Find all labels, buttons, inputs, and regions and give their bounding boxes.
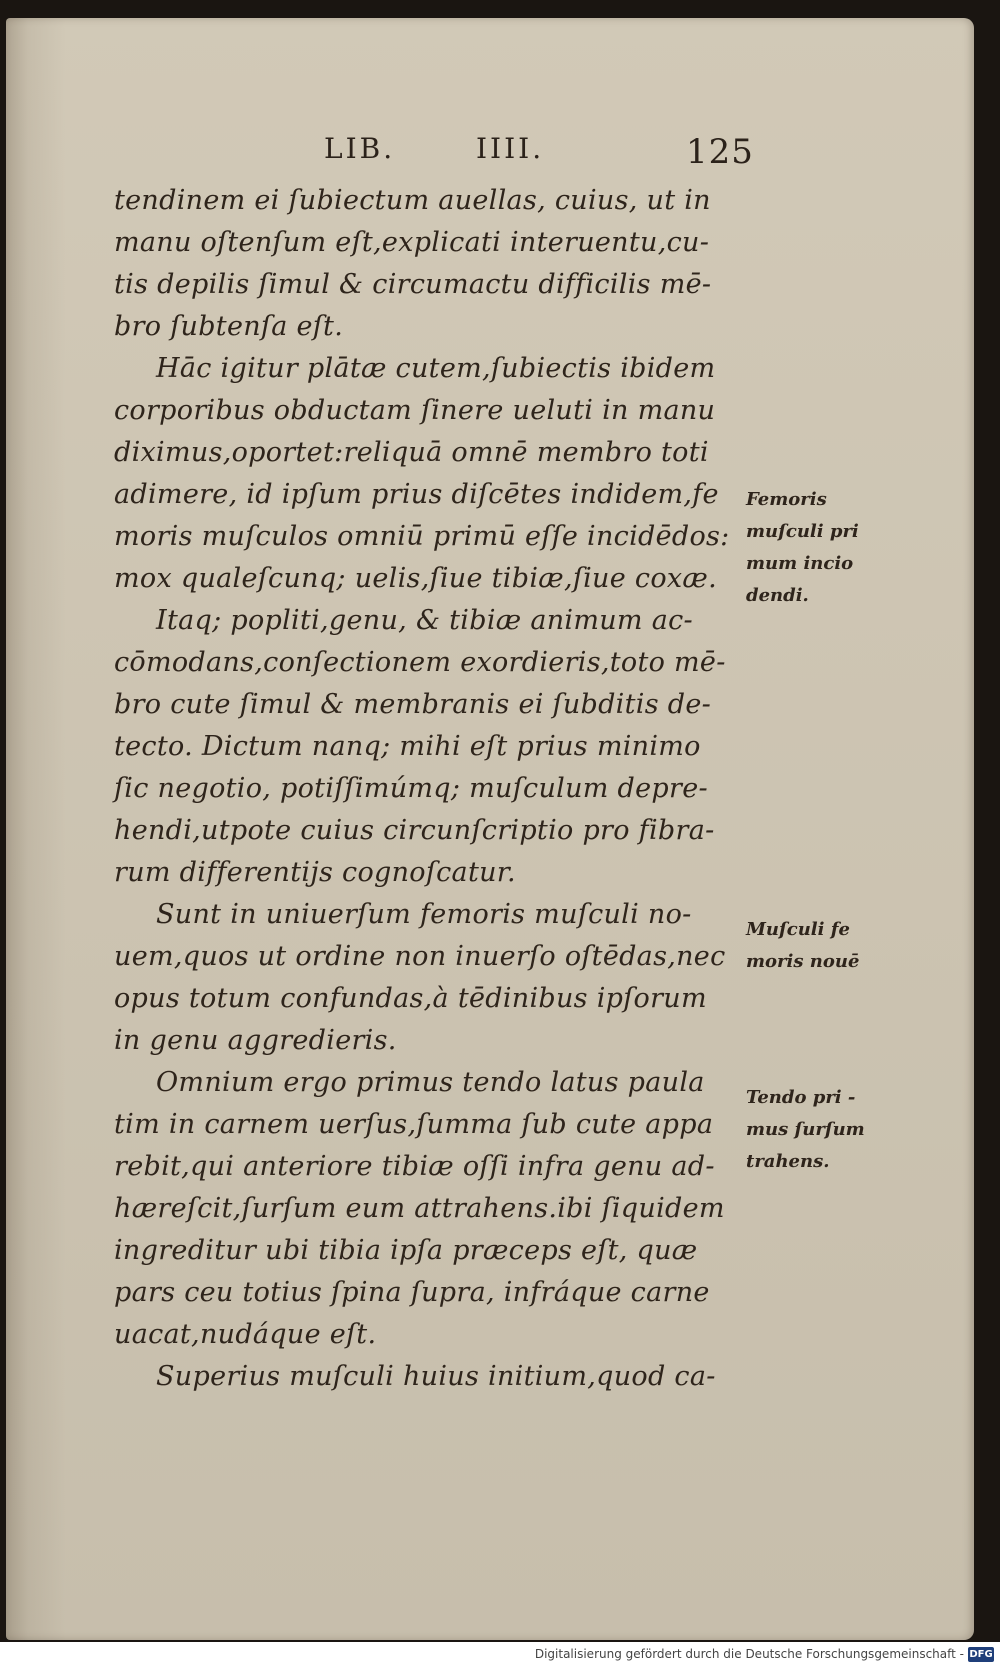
text-line: Omnium ergo primus tendo latus paula xyxy=(156,1067,705,1098)
footer-credit: Digitalisierung gefördert durch die Deutsche Forschungsgemeinschaft - xyxy=(534,1647,964,1661)
text-line: bro ſubtenſa eſt. xyxy=(114,311,344,342)
text-line: uem,quos ut ordine non inuerſo oſtēdas,nec xyxy=(114,941,726,972)
header-lib: LIB. xyxy=(324,132,396,165)
text-line: mox qualeſcunq; uelis,ſiue tibiæ,ſiue coxæ. xyxy=(114,563,717,594)
text-line: opus totum confundas,à tēdinibus ipſorum xyxy=(114,983,707,1014)
text-line: ingreditur ubi tibia ipſa præceps eſt, quæ xyxy=(114,1235,698,1266)
text-line: tecto. Dictum nanq; mihi eſt prius minimo xyxy=(114,731,701,762)
text-line: pars ceu totius ſpina ſupra, infráque carne xyxy=(114,1277,710,1308)
text-line: in genu aggredieris. xyxy=(114,1025,397,1056)
margin-note-line: mum incio xyxy=(746,553,854,574)
text-line: adimere, id ipſum prius diſcētes indidem,fe xyxy=(114,479,719,510)
margin-note-line: mus ſurſum xyxy=(746,1119,865,1140)
margin-note-line: dendi. xyxy=(746,585,809,606)
text-line: hendi,utpote cuius circunſcriptio pro fibra- xyxy=(114,815,715,846)
text-line: tis depilis ſimul & circumactu difficilis mē- xyxy=(114,269,712,300)
text-line: Sunt in uniuerſum femoris muſculi no- xyxy=(156,899,692,930)
dfg-logo: DFG xyxy=(969,1649,993,1660)
text-line: corporibus obductam ſinere ueluti in manu xyxy=(114,395,716,426)
text-line: ſic negotio, potiſſimúmq; muſculum depre- xyxy=(114,773,708,804)
margin-note-line: Muſculi fe xyxy=(746,919,850,940)
text-line: Superius muſculi huius initium,quod ca- xyxy=(156,1361,716,1392)
text-line: uacat,nudáque eſt. xyxy=(114,1319,377,1350)
text-line: manu oſtenſum eſt,explicati interuentu,cu- xyxy=(114,227,710,258)
margin-note-musculi xyxy=(746,914,896,978)
main-text-block xyxy=(114,180,754,1398)
text-line: rum differentijs cognoſcatur. xyxy=(114,857,516,888)
text-line: tendinem ei ſubiectum auellas, cuius, ut in xyxy=(114,185,711,216)
header-book-number: IIII. xyxy=(476,132,545,165)
text-line: cōmodans,conſectionem exordieris,toto mē- xyxy=(114,647,726,678)
text-line: tim in carnem uerſus,ſumma ſub cute appa xyxy=(114,1109,714,1140)
margin-note-line: trahens. xyxy=(746,1151,830,1172)
margin-note-line: muſculi pri xyxy=(746,521,859,542)
digitization-footer xyxy=(0,1642,1000,1668)
text-line: Itaq; popliti,genu, & tibiæ animum ac- xyxy=(156,605,693,636)
margin-note-line: Tendo pri - xyxy=(746,1087,856,1108)
text-line: Hāc igitur plātæ cutem,ſubiectis ibidem xyxy=(156,353,716,384)
margin-note-femoris xyxy=(746,484,896,612)
text-line: moris muſculos omniū primū eſſe incidēdos: xyxy=(114,521,730,552)
book-page xyxy=(6,18,974,1640)
margin-note-line: Femoris xyxy=(746,489,827,510)
text-line: rebit,qui anteriore tibiæ oſſi infra genu ad- xyxy=(114,1151,715,1182)
page-number: 125 xyxy=(686,132,754,172)
running-header xyxy=(6,116,974,172)
text-line: hæreſcit,ſurſum eum attrahens.ibi ſiquidem xyxy=(114,1193,725,1224)
margin-note-line: moris nouē xyxy=(746,951,860,972)
text-line: diximus,oportet:reliquā omnē membro toti xyxy=(114,437,709,468)
text-line: bro cute ſimul & membranis ei ſubditis de- xyxy=(114,689,712,720)
margin-note-tendo xyxy=(746,1082,896,1178)
